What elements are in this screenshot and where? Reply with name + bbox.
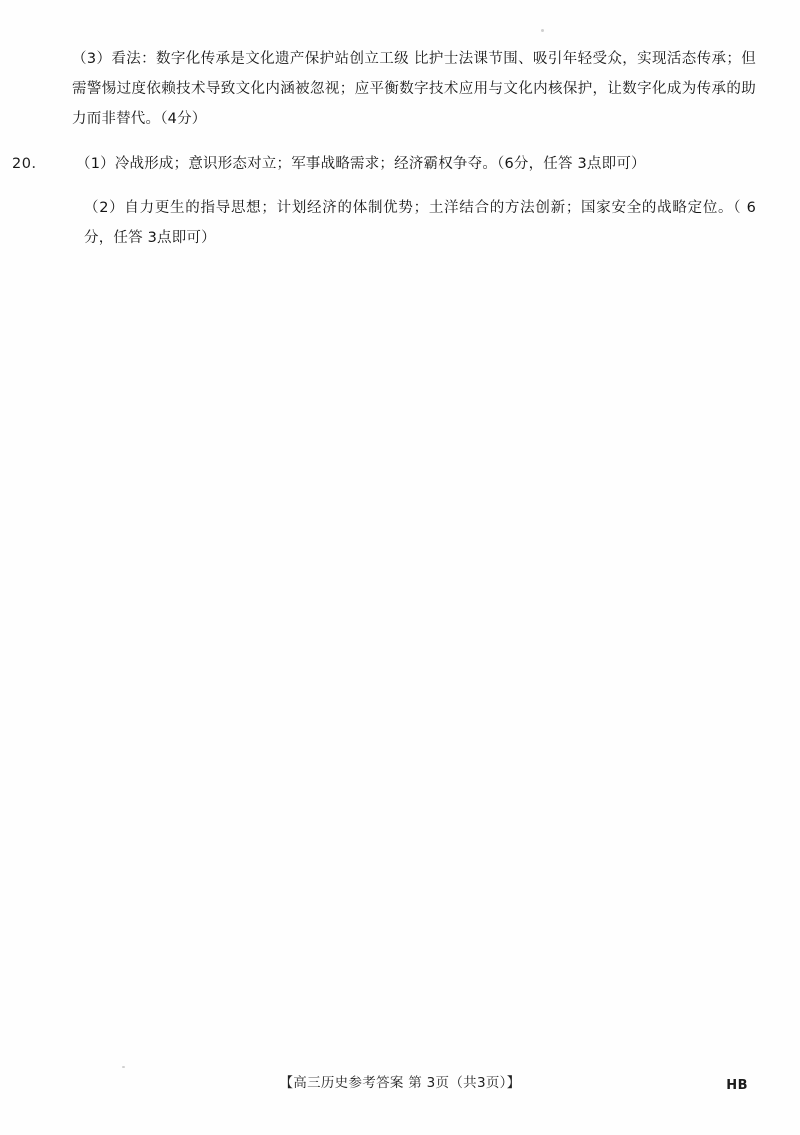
- answer-item-20-part2-text: （2）自力更生的指导思想；计划经济的体制优势；土洋结合的方法创新；国家安全的战略定位。（ 6分，任答 3点即可）: [84, 200, 756, 246]
- page-footer: [0, 1071, 800, 1091]
- page-speck: [122, 1066, 125, 1068]
- answer-item-20-part2: [56, 193, 756, 253]
- footer-right-code: HB: [726, 1078, 748, 1093]
- page-speck: [541, 29, 544, 32]
- answer-item-20-part1: （1）冷战形成；意识形态对立；军事战略需求；经济霸权争夺。（6分，任答 3点即可）: [76, 155, 646, 172]
- answer-item-19-3-text: （3）看法：数字化传承是文化遗产保护站创立工级 比护士法课节围、吸引年轻受众，实现活态传承；但需警惕过度依赖技术导致文化内涵被忽视；应平衡数字技术应用与文化内核保护，让数字化成为传承的助力而非替代。（4分）: [72, 51, 756, 127]
- answer-item-20-number: 20．: [12, 155, 47, 172]
- answer-item-20: [12, 149, 756, 254]
- answer-item-19-3: [56, 44, 756, 134]
- answer-content: [12, 44, 756, 268]
- footer-center-text: 【高三历史参考答案 第 3页（共3页）】: [279, 1075, 521, 1091]
